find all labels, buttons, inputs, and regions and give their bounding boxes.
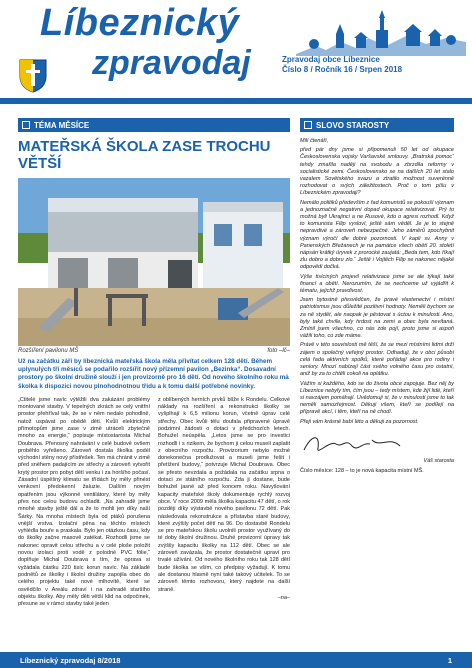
section-header-mayor	[300, 118, 454, 132]
article-column-2-text: z oblíbených herních prvků blíže k Rondelu. Celkové náklady na rozšíření a rekonstrukci školky se vyšplhají k 6,5 milionu korun, včetně úprav celé střechy. Obec kvůli tělu doufala připravené úpravě podzimní žádosti o dotaci v předchozích letech. Bohužel neúspěla. „Letos jsme se pro investici rozhodli i s rizikem, že bychom ji celou museli zaplatit z obecního rozpočtu. Provizorium nebylo možné donekonečna prodlužovat a museli jsme řešit i přetížení budovy,“ potvrzuje Michal Doubrava. Obec se přesto nevzdala a požádala na začátku srpna o dotaci ze státního rozpočtu. Zda ji dostane, bude bohužel jasné až před koncem roku. Navyšování kapacity mateřské školy dokumentuje rychlý rozvoj obce. V roce 2009 měla školka kapacitu 47 dětí, o rok později díky výstavbě nového pavilonu 72 dětí. Pak následovala rekonstrukce a přístavba staré budovy, které zvýšily počet dětí na 96. Do dostavbě Rondelu se pro mateřskou školu uvolnili prostor využívaný do té doby školní družinou. Druhé provizorní úpravy tak zvýšily kapacitu školky na 112 dětí. Obec se ale zároveň zavázala, že prostor dostatečně upraví pro trvalé užívání. Od nového školního roku tak 128 dětí bude školka se vším, co předpisy vyžadují. K tomu ale dostanou hlavně nyní také takový učitelek. To se zároveň těmto rozhovoru, který najdete na další straně.	[158, 396, 290, 593]
issue-info: Číslo 8 / Ročník 16 / Srpen 2018	[282, 65, 403, 74]
article-signoff: –na–	[277, 594, 290, 601]
article-column-1: „Ctitelé jsme navíc výtěžili dva zakázání problémy montované stavby. V tepelných zkrách se celý vnitřní prostor přehříval tak, že se v něm nedalo pohodlně, natož uspávat po obědě děti. Kvůli elektrickým přímotopům jsme zase v zimě utráceli zbytečně mnoho za energie,“ popisuje místostarosta Michal Doubrava. Přenosný nahrávání v celé budově ovšem proběhlo vyřešeno. Zároveň dostala školka podél východní stěny nový přístřešek. Ten má chránit v zimě před sněhem padajícím ze střechy a zároveň vytvořit krytý prostor pro pobyt dětí venku i za horšího počasí. Zásadní úspěšný klimatu se třídách by měly přinést venkovní předokenní žaluzie. Dalším novým opatřením jsou výkonné ventilátory, které by měly přes noc celou budovu ochladit. „Na zahradě jsme mnohé stavby ještě dál a že to mohli jen díky naší Šárky. Na mnoha místech byla od ptáků porušena vnější vrstva. Izolační pěna na těchto místech vyhlédla bouře a praskala. Bylo jen otázkou času, kdy do školky začne masově zatékat. Rozhodli jsme se nakonec opravit celou střechu a v celé ploše položit novou izolaci proti vodě z polodné PVC fólie,“ doplňuje Michal Doubrava s tím, že oprava si vyžádala částku 220 tisíc korun navíc. Na základě podnětů ze školky i školní družiny zapojila obec do celého projektu také nové mlhovítě, které se osvědčilo v Areálu zdraví i na zahradě staršího objektu školky. Aby měly děti větší klid na odpočinek, přesune se v rámci stavby také jeden	[18, 396, 150, 608]
letter-paragraph: Nemálo politiků především z řad komunistů se pokouší význam a jednoznačně negativní dopad okupace relativizovat. Prý to možná byli Ukrajinci a ne Rusové, kdo o agresi rozhodl. Když to komunista Filip vysloví, ještě sám věděl. Je je to stejně nepravdivé a zároveň nebezpečné. Jeho záměrů zpochybnit význam výročí dle dobré pozornosti. V kapli sv. Anny v Panenských Břežanech je na památce všech obětí 20. století nápsán krátký úryvek z prorocké zaujatá: „Beda tem, kdo říkají zlu dobro a dobru zlo.“ Ještě i Vojtěch Filip se nakonec nějaké odpovědi dočká.	[300, 199, 454, 271]
article-headline: MATEŘSKÁ ŠKOLA ZASE TROCHU VĚTŠÍ	[18, 138, 271, 172]
signature-drawing	[300, 430, 454, 458]
letter-paragraph: před pár dny jsme si připomenuli 50 let od okupace Československa vojsky Varšavské smlouvy. „Bratrská pomoc“ tehdy zmařila naději na svobodu a zbrzdila reformy v socialistické zemi. Československo se na dalších 20 let stalo vazalem Sovětského svazu a ztratilo možnost suverénně rozhodovat o svých záležitostech. Proč o tom píšu v Líbeznickém zpravodaji?	[300, 147, 454, 197]
caption-text: Rozšíření pavilonu MŠ	[18, 348, 79, 354]
photo-credit: foto –lč–	[267, 348, 290, 354]
signer: Váš starosta	[423, 457, 454, 464]
photo-caption	[18, 348, 290, 354]
article-lead: Už na začátku září by líbeznická mateřská škola měla přivítat celkem 128 dětí. Během uplynulých tří měsíců se podařilo rozšířit nový přízemní pavilon „Bezinka“. Dosavadní prostory po školní družině slouží i jen provizorně pro 16 dětí. Od nového školního roku má školka k dispozici novou plnohodnotnou třídu a k tomu další potřebné novinky.	[18, 358, 289, 390]
article-column-2	[158, 397, 290, 609]
page-number: 1	[447, 655, 452, 665]
section-title: SLOVO STAROSTY	[316, 120, 390, 130]
letter-paragraph: Přeji vám krásné babí léto a děkuji za pozornost.	[300, 418, 419, 425]
masthead-title: Líbeznický	[40, 2, 240, 44]
mayor-column	[300, 118, 454, 643]
signature	[300, 430, 454, 458]
masthead-title-line2: zpravodaj	[92, 44, 251, 82]
masthead	[0, 0, 472, 112]
footer-issue: Líbeznický zpravodaj 8/2018	[20, 655, 121, 665]
kindergarten-photo	[18, 178, 290, 346]
masthead-divider	[0, 98, 472, 104]
letter-paragraph: Jsem bytostně přesvědčen, že pravé vlastenectví i místní patriotismus jsou důležité pozitivní hodnoty. Neměli bychom se za ně stydět, ale naopak je pěstovat s úctou k minulosti. Ano, byly také chvíle, kdy hrdost na zemi a obec byla nevítaná. Zmínil jsem všechno, co nás zde pojí, proto jsme si aspoň vážili toho, co zde máme.	[300, 297, 454, 340]
page-footer	[0, 652, 472, 668]
number-of-month: Číslo měsíce: 128 – to je nová kapacita místní MŠ.	[300, 467, 424, 474]
document-icon	[304, 121, 312, 129]
section-header-topic	[18, 118, 290, 132]
letter-paragraph: Právě v této souvislosti mě těší, že se mezi místními lidmi drží zájem o společný veřejný prostor. Odhaduji, že v obci působí celá řada aktivních spolků, které pořádají akce pro rodiny i seniory. Mnozí nabízejí část svého volného času pro ostatní, aniž by za to chtěli cokoli na oplátku.	[300, 342, 454, 378]
letter-paragraph: Vážím si každého, kdo se do života obce zapojuje. Bez něj by Líbeznice nebyly tím, čím jsou – tedy místem, kde žijí lidé, kteří si navzájem pomáhají. Uvědomuji si, že v minulosti jsme to tak neměli samozřejmost. Děkuji všem, kteří se podílejí na přípravě akcí, i těm, kteří na ně chodí.	[300, 380, 454, 416]
kindergarten-photo-image	[18, 178, 290, 346]
letter-paragraph: Výše tisíciných projevil relativizace jsme se ale týkají také financí a obětí. Nerozumím, že se nechceme už vyjádřit k tématu, jejichž pravdivost.	[300, 273, 454, 295]
coat-of-arms-icon	[18, 58, 48, 94]
section-title: TÉMA MĚSÍCE	[34, 120, 90, 130]
content-columns	[18, 118, 454, 648]
newsletter-name: Zpravodaj obce Líbeznice	[282, 55, 380, 64]
masthead-subtitle	[282, 55, 467, 75]
townscape-illustration	[296, 8, 466, 56]
mayor-letter	[300, 138, 454, 426]
document-icon	[22, 121, 30, 129]
letter-paragraph: Milí čtenáři,	[300, 138, 329, 144]
article-body	[18, 397, 290, 609]
main-article	[18, 118, 290, 643]
